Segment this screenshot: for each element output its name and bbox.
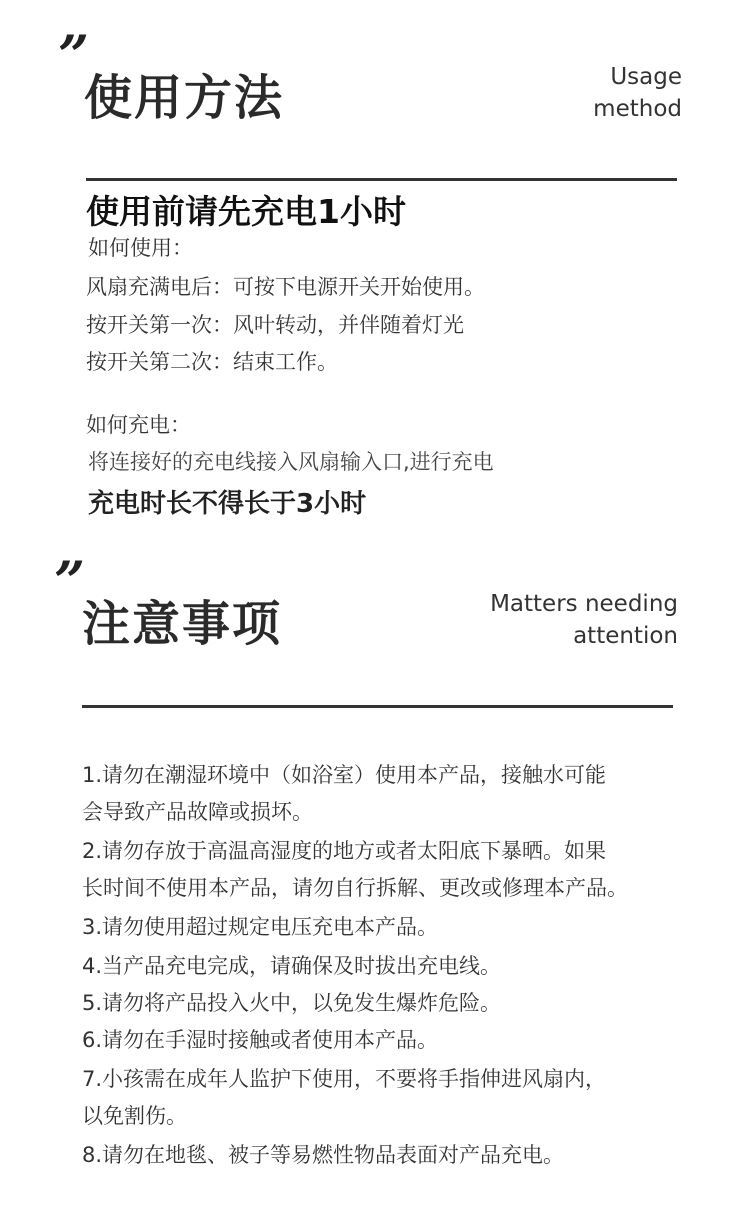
notes-english-line-2: attention [573, 623, 678, 649]
how-to-use-label: 如何使用： [88, 236, 193, 260]
use-step-1-text: 可按下电源开关开始使用。 [233, 275, 485, 299]
quote-mark-icon: ” [54, 549, 86, 613]
use-step-1 [86, 277, 485, 298]
use-step-3-label: 按开关第二次： [86, 350, 233, 374]
usage-title: 使用方法 [84, 70, 285, 126]
use-step-1-label: 风扇充满电后： [86, 275, 233, 299]
usage-english-title [593, 61, 682, 125]
use-step-3 [86, 352, 338, 373]
note-line: 会导致产品故障或损坏。 [82, 800, 313, 824]
note-line: 2.请勿存放于高温高湿度的地方或者太阳底下暴晒。如果 [82, 839, 607, 863]
usage-divider [86, 178, 677, 181]
use-step-2-text: 风叶转动，并伴随着灯光 [233, 313, 464, 337]
usage-headline: 使用前请先充电1小时 [86, 192, 406, 231]
use-step-2 [86, 315, 464, 336]
notes-title: 注意事项 [82, 596, 283, 652]
quote-mark-icon: ” [58, 23, 90, 87]
use-step-2-label: 按开关第一次： [86, 313, 233, 337]
note-line: 3.请勿使用超过规定电压充电本产品。 [82, 915, 439, 939]
note-line: 6.请勿在手湿时接触或者使用本产品。 [82, 1028, 439, 1052]
how-to-charge-label: 如何充电： [86, 413, 191, 437]
notes-divider [82, 705, 673, 708]
notes-english-title [490, 588, 678, 652]
usage-english-line-2: method [593, 96, 682, 122]
usage-english-line-1: Usage [610, 64, 682, 90]
note-line: 4.当产品充电完成，请确保及时拔出充电线。 [82, 954, 502, 978]
charge-limit: 充电时长不得长于3小时 [88, 489, 367, 519]
note-line: 7.小孩需在成年人监护下使用，不要将手指伸进风扇内， [82, 1067, 607, 1091]
note-line: 5.请勿将产品投入火中，以免发生爆炸危险。 [82, 991, 502, 1015]
notes-english-line-1: Matters needing [490, 591, 678, 617]
use-step-3-text: 结束工作。 [233, 350, 338, 374]
charge-instruction: 将连接好的充电线接入风扇输入口,进行充电 [88, 450, 494, 474]
note-line: 长时间不使用本产品，请勿自行拆解、更改或修理本产品。 [82, 876, 628, 900]
note-line: 8.请勿在地毯、被子等易燃性物品表面对产品充电。 [82, 1143, 565, 1167]
note-line: 以免割伤。 [82, 1104, 187, 1128]
note-line: 1.请勿在潮湿环境中（如浴室）使用本产品，接触水可能 [82, 763, 607, 787]
